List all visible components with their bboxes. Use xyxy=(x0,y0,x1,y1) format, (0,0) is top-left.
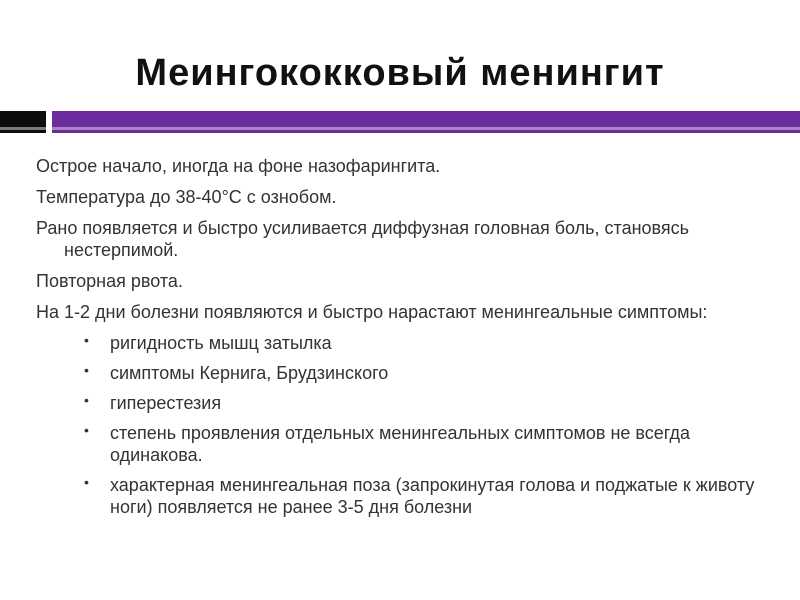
paragraph-vomiting: Повторная рвота. xyxy=(36,271,183,291)
list-item-text: гиперестезия xyxy=(110,393,222,413)
paragraph-temperature: Температура до 38-40°С с ознобом. xyxy=(36,187,337,207)
list-item-text: степень проявления отдельных менингеальных симптомов не всегда одинакова. xyxy=(110,423,691,465)
slide-body xyxy=(36,155,776,526)
slide-title: Меингококковый менингит xyxy=(135,52,665,94)
list-item-text: ригидность мышц затылка xyxy=(110,333,332,353)
list-item xyxy=(84,332,776,354)
bullet-icon: • xyxy=(84,362,89,378)
bullet-icon: • xyxy=(84,474,89,490)
list-item xyxy=(84,422,776,466)
title-divider-accent-stripe xyxy=(52,127,800,130)
list-item xyxy=(84,474,776,518)
symptom-list xyxy=(36,332,776,518)
bullet-icon: • xyxy=(84,332,89,348)
paragraph-headache: Рано появляется и быстро усиливается диффузная головная боль, становясь нестерпимой. xyxy=(36,218,690,260)
paragraph-meningeal-symptoms: На 1-2 дни болезни появляются и быстро нарастают менингеальные симптомы: xyxy=(36,302,708,322)
title-divider-dark-stripe xyxy=(0,127,46,130)
bullet-icon: • xyxy=(84,392,89,408)
list-item-text: характерная менингеальная поза (запрокинутая голова и поджатые к животу ноги) появляется не ранее 3-5 дня болезни xyxy=(110,475,755,517)
paragraph-onset: Острое начало, иногда на фоне назофарингита. xyxy=(36,156,441,176)
list-item-text: симптомы Кернига, Брудзинского xyxy=(110,363,389,383)
bullet-icon: • xyxy=(84,422,89,438)
list-item xyxy=(84,392,776,414)
list-item xyxy=(84,362,776,384)
